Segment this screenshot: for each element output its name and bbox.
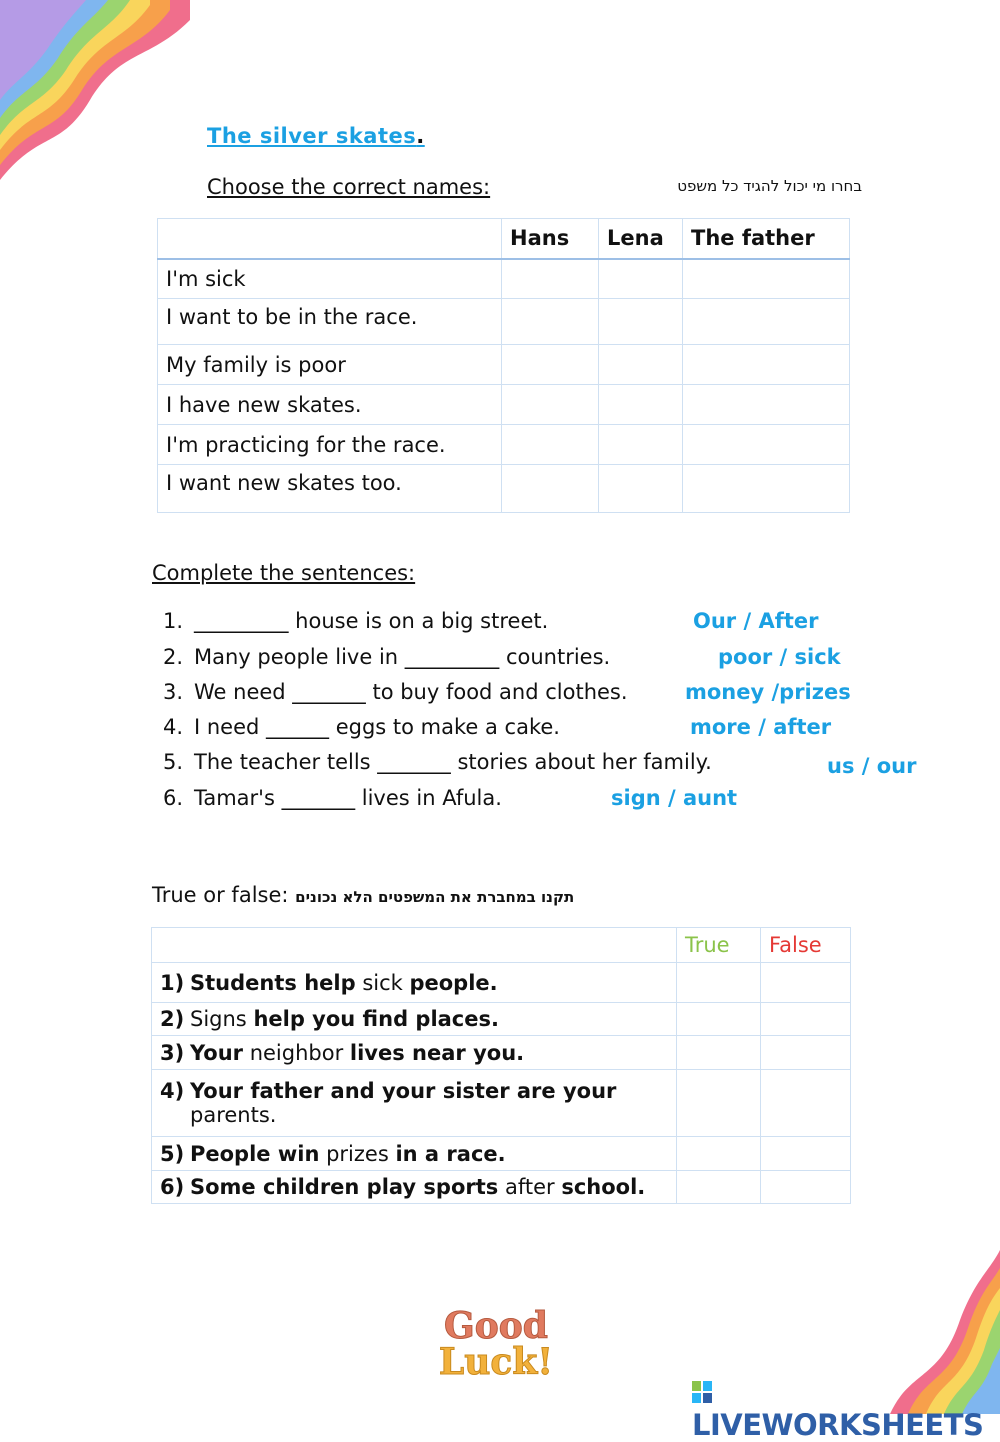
tf-number: 3)	[160, 1040, 185, 1065]
section3-heading: True or false:	[152, 883, 289, 907]
tf-text-part: People win	[190, 1141, 320, 1166]
table-row	[152, 1070, 851, 1137]
sentence-text: I need ______ eggs to make a cake.	[194, 715, 560, 739]
sentence-3-options: money /prizes	[685, 680, 851, 704]
good-luck-line-1: Good	[444, 1305, 548, 1347]
worksheet-title: The silver skates.	[207, 124, 425, 148]
sentence-text: We need _______ to buy food and clothes.	[194, 680, 628, 704]
table-row	[158, 345, 850, 385]
answer-cell[interactable]	[599, 345, 683, 385]
answer-cell[interactable]	[502, 465, 599, 513]
false-cell[interactable]	[761, 1171, 851, 1204]
row-label: I want to be in the race.	[158, 299, 502, 345]
tf-text-part: Your	[190, 1040, 244, 1065]
answer-cell[interactable]	[599, 385, 683, 425]
false-cell[interactable]	[761, 1003, 851, 1036]
answer-cell[interactable]	[599, 299, 683, 345]
false-cell[interactable]	[761, 1070, 851, 1137]
answer-cell[interactable]	[683, 465, 850, 513]
sentence-number: 1.	[163, 609, 184, 633]
sentence-5-options: us / our	[827, 754, 917, 778]
tf-number: 6)	[160, 1175, 185, 1199]
tf-text-part: help you find places.	[253, 1007, 499, 1031]
sentence-6-options: sign / aunt	[611, 786, 738, 810]
column-false: False	[761, 928, 851, 963]
good-luck-logo	[436, 1305, 556, 1383]
table-row	[158, 385, 850, 425]
true-cell[interactable]	[677, 1036, 761, 1070]
sentence-number: 6.	[163, 786, 184, 810]
row-label: I want new skates too.	[158, 465, 502, 513]
tf-text-part: parents.	[190, 1103, 277, 1127]
answer-cell[interactable]	[502, 299, 599, 345]
column-the-father: The father	[683, 219, 850, 259]
true-cell[interactable]	[677, 1171, 761, 1204]
rainbow-top-left-decoration	[0, 0, 200, 190]
tf-number: 5)	[160, 1141, 185, 1166]
answer-cell[interactable]	[599, 259, 683, 299]
sentence-3[interactable]	[163, 680, 628, 704]
table-row	[152, 1036, 851, 1070]
names-table	[157, 218, 850, 513]
tf-number: 2)	[160, 1007, 185, 1031]
tf-text-part: school.	[561, 1175, 646, 1199]
tf-text-part: in a race.	[395, 1141, 506, 1166]
true-cell[interactable]	[677, 1003, 761, 1036]
sentence-text: _________ house is on a big street.	[194, 609, 549, 633]
row-label: I have new skates.	[158, 385, 502, 425]
tf-text-part: after	[504, 1175, 555, 1199]
true-cell[interactable]	[677, 1070, 761, 1137]
sentence-4[interactable]	[163, 715, 560, 739]
tf-text-part: neighbor	[249, 1040, 344, 1065]
table-row	[152, 1171, 851, 1204]
false-cell[interactable]	[761, 1036, 851, 1070]
answer-cell[interactable]	[502, 425, 599, 465]
liveworksheets-brand	[692, 1374, 1000, 1442]
sentence-number: 2.	[163, 645, 184, 669]
sentence-number: 4.	[163, 715, 184, 739]
section1-hebrew-instruction: בחרו מי יכול להגיד כל משפט	[677, 177, 862, 195]
table-row	[158, 299, 850, 345]
answer-cell[interactable]	[683, 385, 850, 425]
section1-heading: Choose the correct names:	[207, 175, 491, 199]
column-lena: Lena	[599, 219, 683, 259]
sentence-text: Tamar's _______ lives in Afula.	[194, 786, 502, 810]
sentence-2[interactable]	[163, 645, 610, 669]
sentence-text: Many people live in _________ countries.	[194, 645, 611, 669]
row-label: I'm practicing for the race.	[158, 425, 502, 465]
table-row	[152, 1003, 851, 1036]
sentence-number: 5.	[163, 750, 184, 774]
row-label: I'm sick	[158, 259, 502, 299]
true-cell[interactable]	[677, 963, 761, 1003]
answer-cell[interactable]	[502, 345, 599, 385]
tf-text-part: Students help	[190, 970, 356, 995]
answer-cell[interactable]	[683, 259, 850, 299]
answer-cell[interactable]	[502, 385, 599, 425]
column-hans: Hans	[502, 219, 599, 259]
sentence-2-options: poor / sick	[718, 645, 841, 669]
names-table-corner	[158, 219, 502, 259]
row-label: My family is poor	[158, 345, 502, 385]
liveworksheets-logo-icon	[692, 1376, 712, 1398]
answer-cell[interactable]	[599, 465, 683, 513]
good-luck-line-2: Luck!	[438, 1341, 554, 1383]
answer-cell[interactable]	[599, 425, 683, 465]
true-false-table	[151, 927, 851, 1204]
table-row	[152, 963, 851, 1003]
true-cell[interactable]	[677, 1137, 761, 1171]
tf-corner	[152, 928, 677, 963]
table-row	[158, 259, 850, 299]
tf-text-part: people.	[409, 970, 498, 995]
table-row	[152, 1137, 851, 1171]
sentence-number: 3.	[163, 680, 184, 704]
sentence-6[interactable]	[163, 786, 502, 810]
table-row	[158, 425, 850, 465]
sentence-1-options: Our / After	[693, 609, 819, 633]
tf-text-part: lives near you.	[349, 1040, 525, 1065]
sentence-1[interactable]	[163, 609, 548, 633]
answer-cell[interactable]	[683, 299, 850, 345]
section3-hebrew-instruction: תקנו במחברת את המשפטים הלא נכונים	[295, 888, 575, 906]
brand-text: LIVEWORKSHEETS	[692, 1408, 984, 1442]
tf-number: 4)	[160, 1079, 185, 1103]
false-cell[interactable]	[761, 1137, 851, 1171]
answer-cell[interactable]	[683, 425, 850, 465]
section2-heading: Complete the sentences:	[152, 561, 416, 585]
sentence-text: The teacher tells _______ stories about her family.	[194, 750, 712, 774]
tf-text-part: prizes	[326, 1141, 389, 1166]
section3-heading-line	[152, 883, 574, 907]
tf-number: 1)	[160, 970, 185, 995]
sentence-5[interactable]	[163, 750, 712, 774]
answer-cell[interactable]	[683, 345, 850, 385]
tf-text-part: Your father and your sister are your	[190, 1079, 617, 1103]
tf-text-part: Signs	[190, 1007, 247, 1031]
answer-cell[interactable]	[502, 259, 599, 299]
tf-text-part: Some children play sports	[190, 1175, 499, 1199]
table-row	[158, 465, 850, 513]
column-true: True	[677, 928, 761, 963]
sentence-4-options: more / after	[690, 715, 832, 739]
false-cell[interactable]	[761, 963, 851, 1003]
tf-text-part: sick	[362, 970, 403, 995]
